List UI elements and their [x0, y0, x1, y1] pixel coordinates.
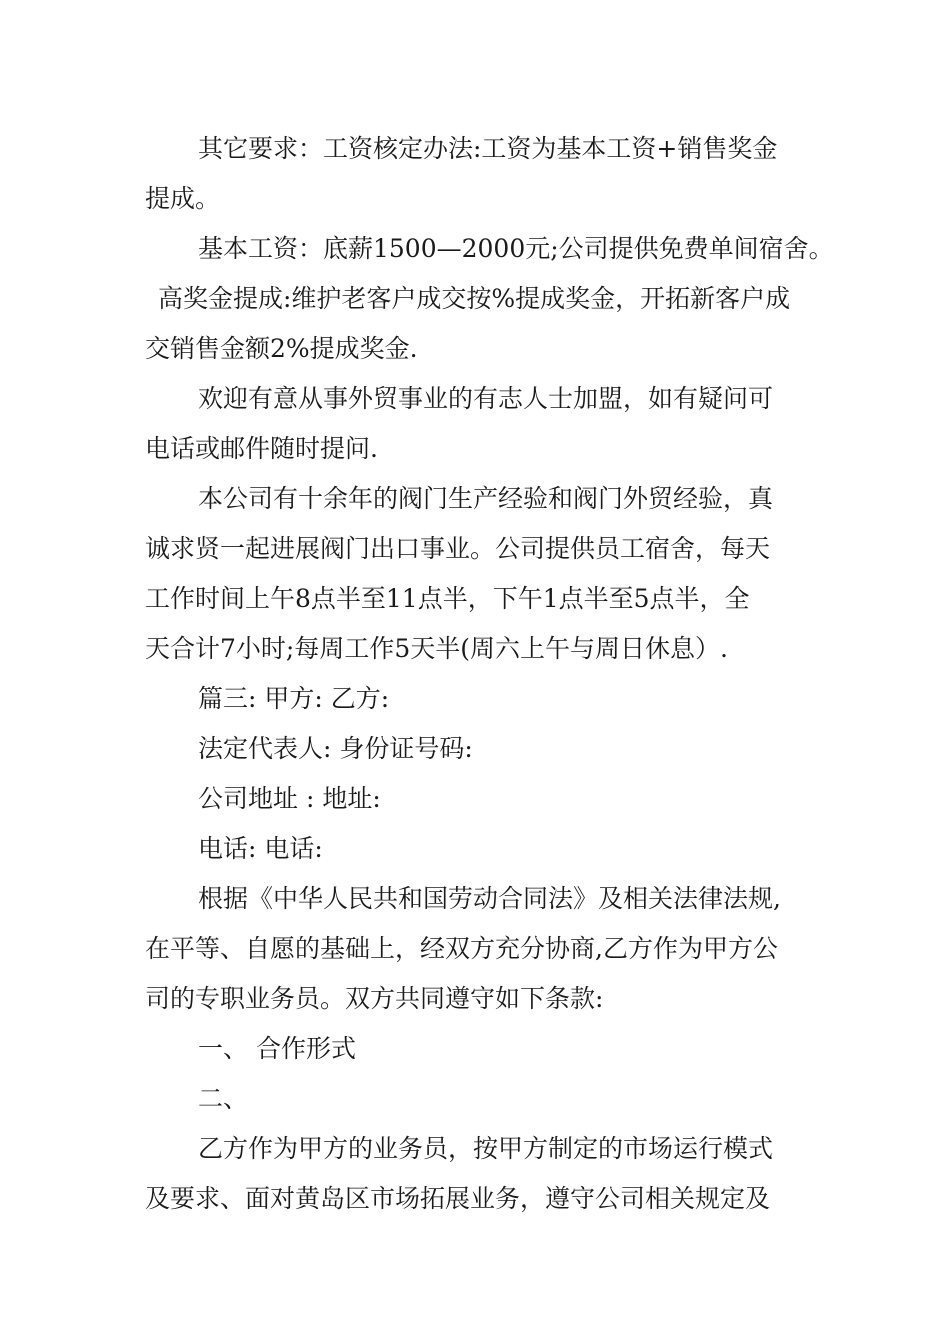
text-line: 交销售金额2%提成奖金.	[145, 334, 418, 363]
text-line: 提成。	[145, 184, 221, 213]
text-line: 司的专职业务员。双方共同遵守如下条款:	[145, 984, 604, 1013]
text-line: 法定代表人: 身份证号码:	[198, 734, 473, 763]
text-line: 其它要求：工资核定办法:工资为基本工资+销售奖金	[198, 134, 778, 163]
text-line: 在平等、自愿的基础上，经双方充分协商,乙方作为甲方公	[145, 934, 778, 963]
text-line: 及要求、面对黄岛区市场拓展业务，遵守公司相关规定及	[145, 1184, 771, 1213]
text-line: 一、 合作形式	[198, 1034, 356, 1063]
text-line: 根据《中华人民共和国劳动合同法》及相关法律法规,	[198, 884, 781, 913]
text-line: 天合计7小时;每周工作5天半(周六上午与周日休息）.	[145, 634, 728, 663]
text-line: 欢迎有意从事外贸事业的有志人士加盟，如有疑问可	[198, 384, 774, 413]
text-line: 乙方作为甲方的业务员，按甲方制定的市场运行模式	[198, 1134, 774, 1163]
text-line: 篇三: 甲方: 乙方:	[198, 684, 390, 713]
text-line: 电话或邮件随时提问.	[145, 434, 378, 463]
text-line: 工作时间上午8点半至11点半，下午1点半至5点半，全	[145, 584, 750, 613]
text-line: 电话: 电话:	[198, 834, 323, 863]
text-line: 本公司有十余年的阀门生产经验和阀门外贸经验，真	[198, 484, 774, 513]
text-line: 公司地址 : 地址:	[198, 784, 381, 813]
text-line: 基本工资：底薪1500—2000元;公司提供免费单间宿舍。	[198, 234, 834, 263]
text-line: 二、	[198, 1084, 249, 1113]
text-line: 诚求贤一起进展阀门出口事业。公司提供员工宿舍，每天	[145, 534, 771, 563]
text-line: 高奖金提成:维护老客户成交按%提成奖金，开拓新客户成	[158, 284, 791, 313]
